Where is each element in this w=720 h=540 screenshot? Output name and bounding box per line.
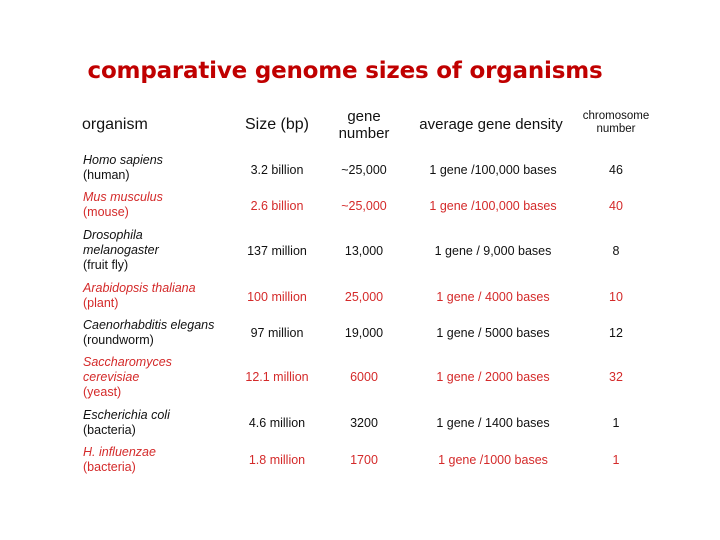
chromosome-cell: 40	[609, 199, 623, 213]
gene-number-cell: 25,000	[344, 290, 384, 304]
chromosome-cell: 46	[609, 163, 623, 177]
size-cell: 4.6 million	[248, 416, 306, 430]
organism-cell	[83, 281, 233, 311]
organism-cell	[83, 445, 233, 475]
organism-cell	[83, 228, 183, 273]
scientific-name: Mus musculus	[83, 190, 163, 204]
gene-density-cell: 1 gene / 5000 bases	[436, 326, 550, 340]
gene-number-cell: 1700	[350, 453, 378, 467]
chromosome-cell: 1	[612, 453, 620, 467]
common-name: (human)	[83, 168, 130, 182]
gene-density-cell: 1 gene / 2000 bases	[436, 370, 550, 384]
gene-density-cell: 1 gene /1000 bases	[438, 453, 548, 467]
header-organism: organism	[82, 116, 148, 133]
size-cell: 1.8 million	[248, 453, 306, 467]
common-name: (roundworm)	[83, 333, 154, 347]
gene-number-cell: 6000	[350, 370, 378, 384]
scientific-name: H. influenzae	[83, 445, 156, 459]
scientific-name: Arabidopsis thaliana	[83, 281, 196, 295]
organism-cell	[83, 408, 233, 438]
organism-cell	[83, 355, 183, 400]
scientific-name: Homo sapiens	[83, 153, 163, 167]
gene-number-cell: 19,000	[344, 326, 384, 340]
common-name: (plant)	[83, 296, 119, 310]
header-gene-density: average gene density	[419, 116, 563, 133]
size-cell: 12.1 million	[245, 370, 309, 384]
header-gene-number: gene number	[338, 108, 390, 143]
size-cell: 2.6 billion	[250, 199, 304, 213]
size-cell: 3.2 billion	[250, 163, 304, 177]
organism-cell	[83, 153, 233, 183]
organism-cell	[83, 190, 233, 220]
slide-title: comparative genome sizes of organisms	[87, 58, 603, 84]
gene-density-cell: 1 gene / 9,000 bases	[434, 244, 552, 258]
header-chromosome-number: chromosome number	[582, 110, 650, 136]
scientific-name: Drosophila melanogaster	[83, 228, 159, 257]
chromosome-cell: 1	[612, 416, 620, 430]
chromosome-cell: 10	[609, 290, 623, 304]
scientific-name: Escherichia coli	[83, 408, 170, 422]
gene-density-cell: 1 gene / 1400 bases	[436, 416, 550, 430]
size-cell: 100 million	[247, 290, 307, 304]
gene-number-cell: 3200	[350, 416, 378, 430]
common-name: (bacteria)	[83, 460, 136, 474]
gene-density-cell: 1 gene /100,000 bases	[429, 199, 557, 213]
chromosome-cell: 12	[609, 326, 623, 340]
header-size: Size (bp)	[244, 116, 310, 133]
gene-number-cell: 13,000	[344, 244, 384, 258]
gene-number-cell: ~25,000	[341, 163, 387, 177]
organism-cell	[83, 318, 233, 348]
size-cell: 137 million	[247, 244, 307, 258]
gene-density-cell: 1 gene /100,000 bases	[429, 163, 557, 177]
scientific-name: Caenorhabditis elegans	[83, 318, 215, 332]
chromosome-cell: 8	[612, 244, 620, 258]
common-name: (mouse)	[83, 205, 129, 219]
common-name: (fruit fly)	[83, 258, 129, 272]
common-name: (yeast)	[83, 385, 122, 399]
gene-density-cell: 1 gene / 4000 bases	[436, 290, 550, 304]
chromosome-cell: 32	[609, 370, 623, 384]
scientific-name: Saccharomyces cerevisiae	[83, 355, 172, 384]
size-cell: 97 million	[250, 326, 304, 340]
gene-number-cell: ~25,000	[341, 199, 387, 213]
common-name: (bacteria)	[83, 423, 136, 437]
